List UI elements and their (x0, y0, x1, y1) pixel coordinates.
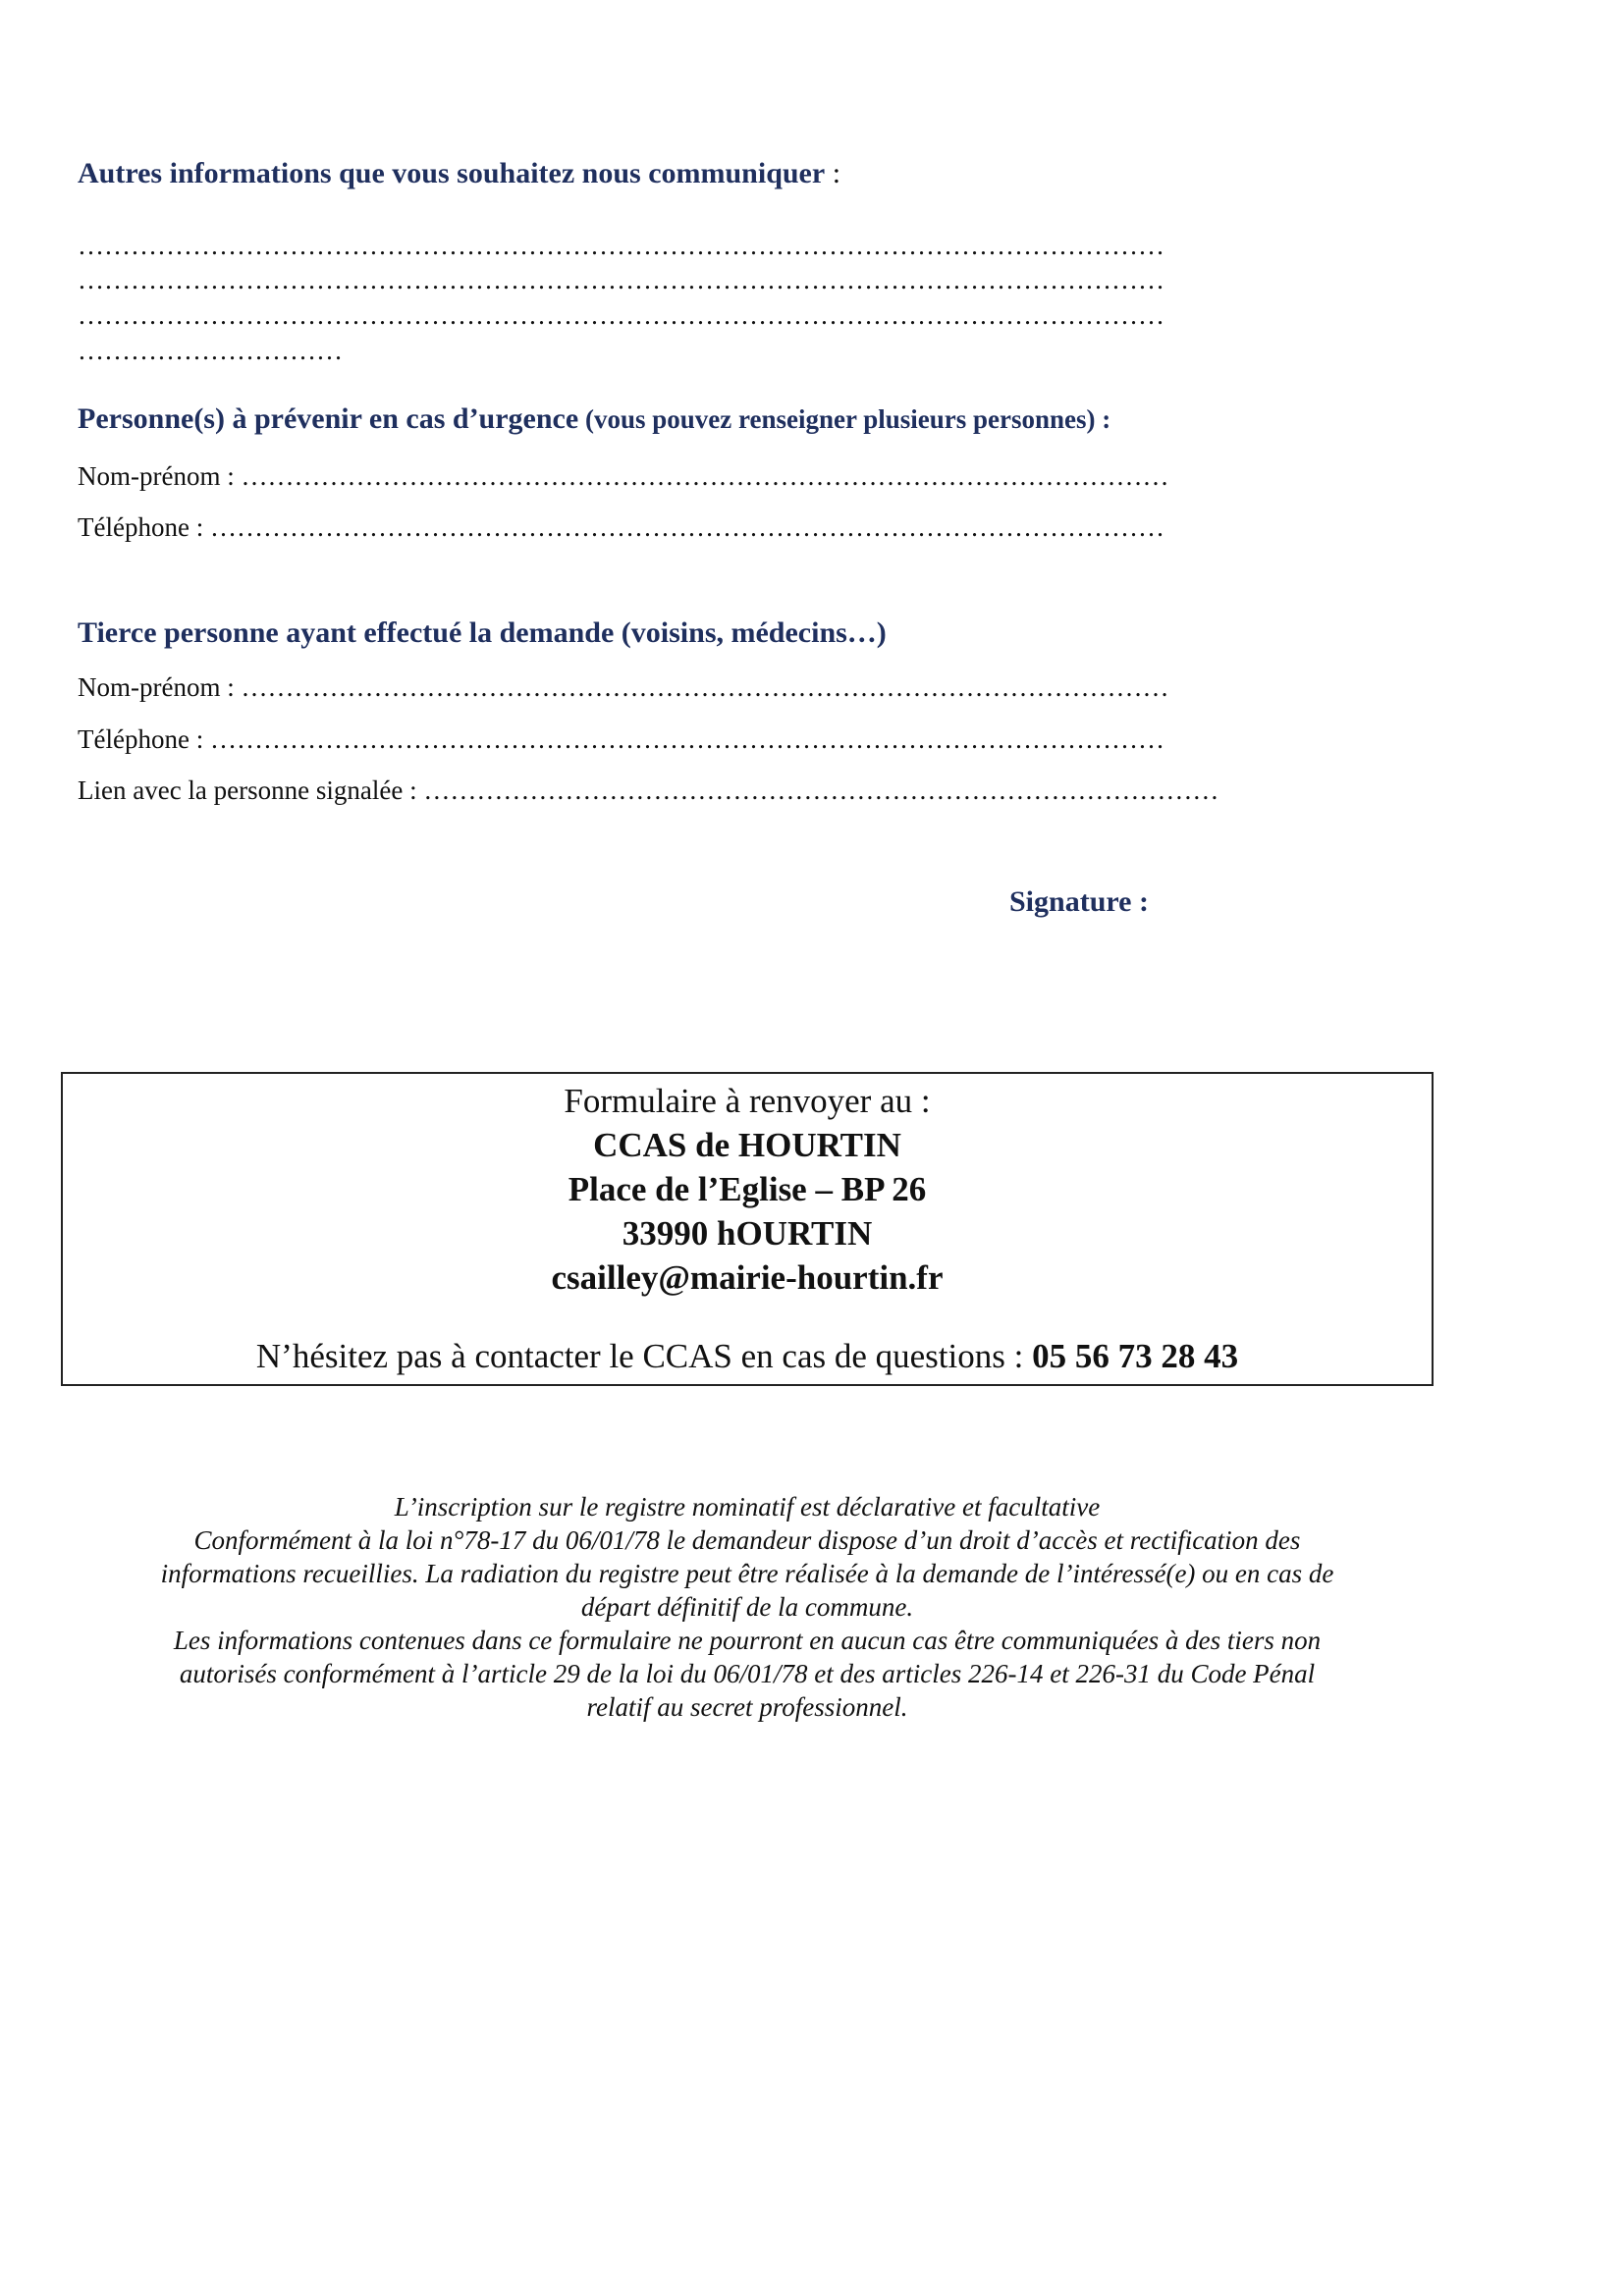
other-info-heading-suffix: : (825, 157, 841, 189)
third-party-name-label: Nom-prénom : (78, 672, 242, 702)
third-party-name-field[interactable]: …………………………………………………………………………………………… (241, 672, 1169, 702)
other-info-line-1[interactable]: …………………………………………………………………………………………………………… (78, 231, 1164, 260)
return-address: Place de l’Eglise – BP 26 (568, 1170, 927, 1208)
legal-line-7: relatif au secret professionnel. (586, 1692, 908, 1722)
return-address-box (61, 1072, 1434, 1386)
return-city: 33990 hOURTIN (622, 1214, 873, 1253)
legal-line-4: départ définitif de la commune. (580, 1592, 914, 1622)
other-info-line-2[interactable]: …………………………………………………………………………………………………………… (78, 265, 1164, 294)
emergency-heading-note: (vous pouvez renseigner plusieurs personnes) : (578, 404, 1111, 434)
other-info-heading (78, 157, 840, 190)
legal-line-2: Conformément à la loi n°78-17 du 06/01/78 le demandeur dispose d’un droit d’accès et rectification des (193, 1525, 1301, 1555)
third-party-name-row (78, 672, 1168, 703)
third-party-phone-field[interactable]: ……………………………………………………………………………………………… (209, 724, 1164, 754)
third-party-phone-label: Téléphone : (78, 724, 210, 754)
emergency-name-row (78, 461, 1168, 492)
return-intro: Formulaire à renvoyer au : (564, 1082, 931, 1120)
legal-line-1: L’inscription sur le registre nominatif est déclarative et facultative (394, 1492, 1101, 1522)
return-org: CCAS de HOURTIN (593, 1126, 901, 1164)
emergency-phone-field[interactable]: ……………………………………………………………………………………………… (209, 512, 1164, 542)
other-info-line-3[interactable]: …………………………………………………………………………………………………………… (78, 300, 1164, 330)
return-contact (63, 1337, 1432, 1376)
third-party-heading: Tierce personne ayant effectué la demande (voisins, médecins…) (78, 616, 887, 649)
emergency-heading-text: Personne(s) à prévenir en cas d’urgence (78, 402, 579, 435)
third-party-phone-row (78, 724, 1164, 755)
legal-line-3: informations recueillies. La radiation du registre peut être réalisée à la demande de l’intéressé(e) ou en cas de (160, 1559, 1334, 1588)
signature-label: Signature : (1009, 885, 1149, 918)
third-party-link-label: Lien avec la personne signalée : (78, 775, 424, 805)
return-contact-text: N’hésitez pas à contacter le CCAS en cas de questions : (255, 1337, 1033, 1375)
emergency-name-label: Nom-prénom : (78, 461, 242, 491)
return-email[interactable]: csailley@mairie-hourtin.fr (551, 1258, 944, 1297)
emergency-name-field[interactable]: …………………………………………………………………………………………… (241, 461, 1169, 491)
emergency-phone-label: Téléphone : (78, 512, 210, 542)
return-phone[interactable]: 05 56 73 28 43 (1032, 1337, 1239, 1375)
legal-line-5: Les informations contenues dans ce formulaire ne pourront en aucun cas être communiquées à des tiers non (173, 1626, 1322, 1655)
emergency-phone-row (78, 512, 1164, 543)
legal-line-6: autorisés conformément à l’article 29 de la loi du 06/01/78 et des articles 226-14 et 226-31 du Code Pénal (179, 1659, 1316, 1688)
third-party-link-field[interactable]: ……………………………………………………………………………… (423, 775, 1219, 805)
other-info-heading-text: Autres informations que vous souhaitez nous communiquer (78, 157, 826, 189)
other-info-line-4[interactable]: ………………………… (78, 336, 343, 365)
emergency-heading (78, 402, 1110, 436)
third-party-link-row (78, 775, 1218, 806)
